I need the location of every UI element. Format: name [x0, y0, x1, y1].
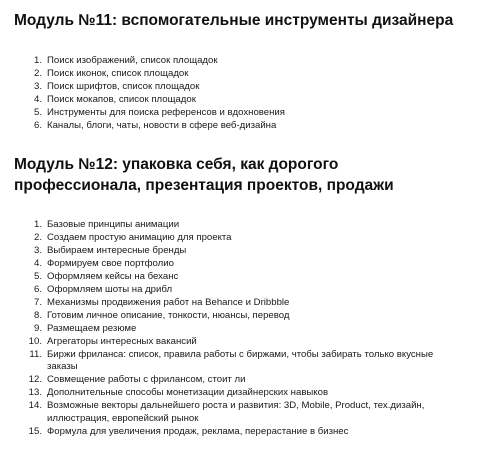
item-text: Базовые принципы анимации: [47, 219, 180, 230]
list-item: [0, 310, 452, 322]
item-number: 10.: [28, 336, 42, 347]
module-11-title: Модуль №11: вспомогательные инструменты дизайнера: [14, 12, 454, 29]
item-number: 6.: [33, 284, 42, 295]
item-number: 9.: [33, 323, 42, 334]
item-number: 14.: [28, 400, 42, 412]
item-number: 3.: [33, 245, 42, 256]
item-number: 8.: [33, 310, 42, 321]
list-item: [0, 245, 452, 257]
item-text: Создаем простую анимацию для проекта: [47, 232, 232, 243]
list-item: [0, 81, 452, 93]
item-number: 1.: [33, 219, 42, 230]
item-text: Поиск иконок, список площадок: [47, 68, 189, 79]
list-item: [0, 271, 452, 283]
item-text: Совмещение работы с фрилансом, стоит ли: [47, 374, 246, 386]
list-item: [0, 94, 452, 106]
item-text: Инструменты для поиска референсов и вдохновения: [47, 107, 285, 118]
item-number: 13.: [28, 387, 42, 399]
item-number: 15.: [28, 425, 42, 437]
item-text: Механизмы продвижения работ на Behance и Dribbble: [47, 297, 290, 308]
item-number: 4.: [33, 94, 42, 105]
list-item: [0, 387, 452, 399]
item-text: Поиск изображений, список площадок: [47, 55, 218, 66]
item-text: Каналы, блоги, чаты, новости в сфере веб-дизайна: [47, 120, 277, 131]
item-number: 2.: [33, 232, 42, 243]
item-text: Возможные векторы дальнейшего роста и развития: 3D, Mobile, Product, тех.дизайн, иллюстрация, европейский рынок: [47, 400, 425, 424]
list-item: [0, 120, 452, 132]
list-item: [0, 55, 452, 67]
list-item: [0, 426, 452, 438]
item-text: Поиск мокапов, список площадок: [47, 94, 196, 105]
list-item: [0, 400, 452, 425]
item-number: 7.: [33, 297, 42, 308]
item-text: Формируем свое портфолио: [47, 258, 174, 269]
list-item: [0, 374, 452, 386]
list-item: [0, 107, 452, 119]
item-text: Агрегаторы интересных вакансий: [47, 336, 197, 347]
item-number: 5.: [33, 271, 42, 282]
item-number: 5.: [33, 107, 42, 118]
item-number: 6.: [33, 120, 42, 131]
item-text: Дополнительные способы монетизации дизайнерских навыков: [47, 387, 329, 399]
list-item: [0, 219, 452, 231]
item-number: 2.: [33, 68, 42, 79]
item-number: 4.: [33, 258, 42, 269]
module-12-list: [0, 219, 452, 439]
list-item: [0, 284, 452, 296]
item-text: Оформляем кейсы на беханс: [47, 271, 179, 282]
item-text: Выбираем интересные бренды: [47, 245, 187, 256]
list-item: [0, 323, 452, 335]
item-text: Оформляем шоты на дрибл: [47, 284, 173, 295]
item-number: 3.: [33, 81, 42, 92]
item-text: Поиск шрифтов, список площадок: [47, 81, 200, 92]
item-number: 11.: [29, 349, 42, 360]
list-item: [0, 297, 452, 309]
list-item: [0, 349, 452, 374]
module-12-title: Модуль №12: упаковка себя, как дорогого профессионала, презентация проектов, продажи: [14, 156, 394, 194]
item-number: 12.: [28, 374, 42, 386]
list-item: [0, 336, 452, 348]
item-number: 1.: [33, 55, 42, 66]
item-text: Биржи фриланса: список, правила работы с биржами, чтобы забирать только вкусные заказы: [47, 349, 434, 373]
list-item: [0, 258, 452, 270]
list-item: [0, 68, 452, 80]
module-11-list: [0, 55, 452, 133]
item-text: Размещаем резюме: [47, 323, 137, 334]
item-text: Формула для увеличения продаж, реклама, перерастание в бизнес: [47, 425, 349, 437]
list-item: [0, 232, 452, 244]
item-text: Готовим личное описание, тонкости, нюансы, перевод: [47, 310, 290, 321]
